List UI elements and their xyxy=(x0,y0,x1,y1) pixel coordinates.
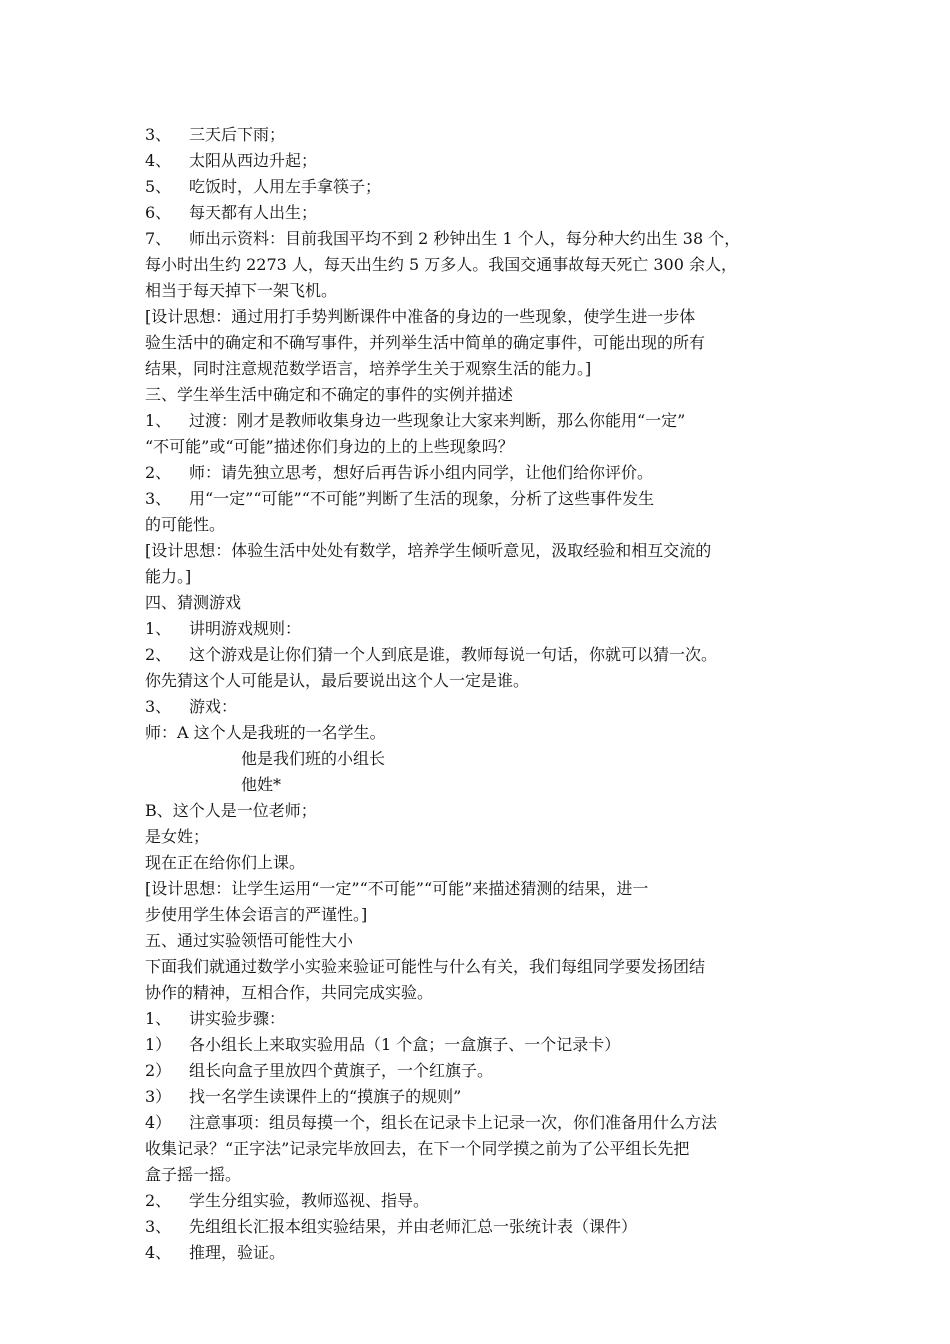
list-number: 2、 xyxy=(145,645,172,664)
text-line xyxy=(145,746,813,772)
text-line xyxy=(145,1188,813,1214)
line-text: [设计思想：体验生活中处处有数学，培养学生倾听意见，汲取经验和相互交流的 xyxy=(145,541,712,560)
line-text: 三、学生举生活中确定和不确定的事件的实例并描述 xyxy=(145,385,514,404)
text-line xyxy=(145,668,813,694)
line-text: 组长向盒子里放四个黄旗子，一个红旗子。 xyxy=(189,1061,494,1080)
text-line xyxy=(145,902,813,928)
text-line xyxy=(145,226,813,252)
text-line xyxy=(145,1162,813,1188)
text-line xyxy=(145,798,813,824)
text-line xyxy=(145,356,813,382)
line-text: 相当于每天掉下一架飞机。 xyxy=(145,281,338,300)
line-text: 你先猜这个人可能是认，最后要说出这个人一定是谁。 xyxy=(145,671,530,690)
line-text: 验生活中的确定和不确写事件，并列举生活中简单的确定事件，可能出现的所有 xyxy=(145,333,706,352)
list-number: 3、 xyxy=(145,1217,172,1236)
line-text: 四、猜测游戏 xyxy=(145,593,242,612)
text-line xyxy=(145,772,813,798)
list-number: 3、 xyxy=(145,489,172,508)
line-text: 太阳从西边升起； xyxy=(189,151,318,170)
line-text: 学生分组实验，教师巡视、指导。 xyxy=(189,1191,430,1210)
text-line xyxy=(145,408,813,434)
list-number: 2、 xyxy=(145,1191,172,1210)
line-text: 注意事项：组员每摸一个，组长在记录卡上记录一次，你们准备用什么方法 xyxy=(189,1113,718,1132)
line-text: 结果，同时注意规范数学语言，培养学生关于观察生活的能力。] xyxy=(145,359,592,378)
text-line xyxy=(145,1084,813,1110)
text-line xyxy=(145,1136,813,1162)
text-line xyxy=(145,512,813,538)
text-line xyxy=(145,1240,813,1266)
line-text: 过渡：刚才是教师收集身边一些现象让大家来判断，那么你能用“一定” xyxy=(189,411,686,430)
text-line xyxy=(145,980,813,1006)
list-number: 6、 xyxy=(145,203,172,222)
text-line xyxy=(145,1214,813,1240)
line-text: 三天后下雨； xyxy=(189,125,286,144)
line-text: 现在正在给你们上课。 xyxy=(145,853,306,872)
text-line xyxy=(145,616,813,642)
line-text: 用“一定”“可能”“不可能”判断了生活的现象，分析了这些事件发生 xyxy=(189,489,655,508)
line-text: 各小组长上来取实验用品（1 个盒；一盒旗子、一个记录卡） xyxy=(189,1035,621,1054)
list-number: 4、 xyxy=(145,151,172,170)
line-text: “不可能”或“可能”描述你们身边的上的上些现象吗？ xyxy=(145,437,514,456)
line-text: 讲明游戏规则： xyxy=(189,619,302,638)
list-number: 4） xyxy=(145,1113,172,1132)
text-line xyxy=(145,954,813,980)
list-number: 1） xyxy=(145,1035,172,1054)
text-line xyxy=(145,174,813,200)
line-text: 收集记录？“正字法”记录完毕放回去，在下一个同学摸之前为了公平组长先把 xyxy=(145,1139,690,1158)
text-line xyxy=(145,122,813,148)
line-text: 师出示资料：目前我国平均不到 2 秒钟出生 1 个人，每分种大约出生 38 个， xyxy=(189,229,741,248)
text-line xyxy=(145,434,813,460)
text-line xyxy=(145,1110,813,1136)
line-text: 步使用学生体会语言的严谨性。] xyxy=(145,905,368,924)
line-text: 找一名学生读课件上的“摸旗子的规则” xyxy=(189,1087,462,1106)
line-text: 推理，验证。 xyxy=(189,1243,286,1262)
text-line xyxy=(145,148,813,174)
text-line xyxy=(145,538,813,564)
line-text: 能力。] xyxy=(145,567,192,586)
list-number: 2） xyxy=(145,1061,172,1080)
line-text: 讲实验步骤： xyxy=(189,1009,286,1028)
document-body xyxy=(145,122,813,1266)
list-number: 3、 xyxy=(145,125,172,144)
list-number: 7、 xyxy=(145,229,172,248)
line-text: 每小时出生约 2273 人，每天出生约 5 万多人。我国交通事故每天死亡 300 余人， xyxy=(145,255,737,274)
list-number: 4、 xyxy=(145,1243,172,1262)
text-line xyxy=(145,720,813,746)
text-line xyxy=(145,382,813,408)
line-text: 五、通过实验领悟可能性大小 xyxy=(145,931,354,950)
text-line xyxy=(145,876,813,902)
list-number: 1、 xyxy=(145,1009,172,1028)
line-text: 他是我们班的小组长 xyxy=(241,749,386,768)
text-line xyxy=(145,1032,813,1058)
text-line xyxy=(145,694,813,720)
text-line xyxy=(145,330,813,356)
line-text: 他姓* xyxy=(241,775,282,794)
line-text: 吃饭时，人用左手拿筷子； xyxy=(189,177,382,196)
text-line xyxy=(145,252,813,278)
text-line xyxy=(145,928,813,954)
list-number: 2、 xyxy=(145,463,172,482)
line-text: 这个游戏是让你们猜一个人到底是谁，教师每说一句话，你就可以猜一次。 xyxy=(189,645,718,664)
line-text: 下面我们就通过数学小实验来验证可能性与什么有关，我们每组同学要发扬团结 xyxy=(145,957,706,976)
text-line xyxy=(145,486,813,512)
line-text: 的可能性。 xyxy=(145,515,226,534)
line-text: 师：A 这个人是我班的一名学生。 xyxy=(145,723,386,742)
text-line xyxy=(145,460,813,486)
text-line xyxy=(145,200,813,226)
text-line xyxy=(145,642,813,668)
text-line xyxy=(145,564,813,590)
line-text: [设计思想：通过用打手势判断课件中准备的身边的一些现象，使学生进一步体 xyxy=(145,307,696,326)
list-number: 1、 xyxy=(145,619,172,638)
text-line xyxy=(145,590,813,616)
line-text: 协作的精神，互相合作，共同完成实验。 xyxy=(145,983,434,1002)
text-line xyxy=(145,1006,813,1032)
line-text: 先组组长汇报本组实验结果，并由老师汇总一张统计表（课件） xyxy=(189,1217,638,1236)
text-line xyxy=(145,850,813,876)
text-line xyxy=(145,1058,813,1084)
text-line xyxy=(145,304,813,330)
line-text: B、这个人是一位老师； xyxy=(145,801,317,820)
line-text: 游戏： xyxy=(189,697,238,716)
line-text: 盒子摇一摇。 xyxy=(145,1165,242,1184)
line-text: 是女姓； xyxy=(145,827,210,846)
text-line xyxy=(145,824,813,850)
line-text: 师：请先独立思考，想好后再告诉小组内同学，让他们给你评价。 xyxy=(189,463,654,482)
line-text: [设计思想：让学生运用“一定”“不可能”“可能”来描述猜测的结果，进一 xyxy=(145,879,649,898)
list-number: 3、 xyxy=(145,697,172,716)
list-number: 3） xyxy=(145,1087,172,1106)
list-number: 5、 xyxy=(145,177,172,196)
line-text: 每天都有人出生； xyxy=(189,203,318,222)
text-line xyxy=(145,278,813,304)
list-number: 1、 xyxy=(145,411,172,430)
